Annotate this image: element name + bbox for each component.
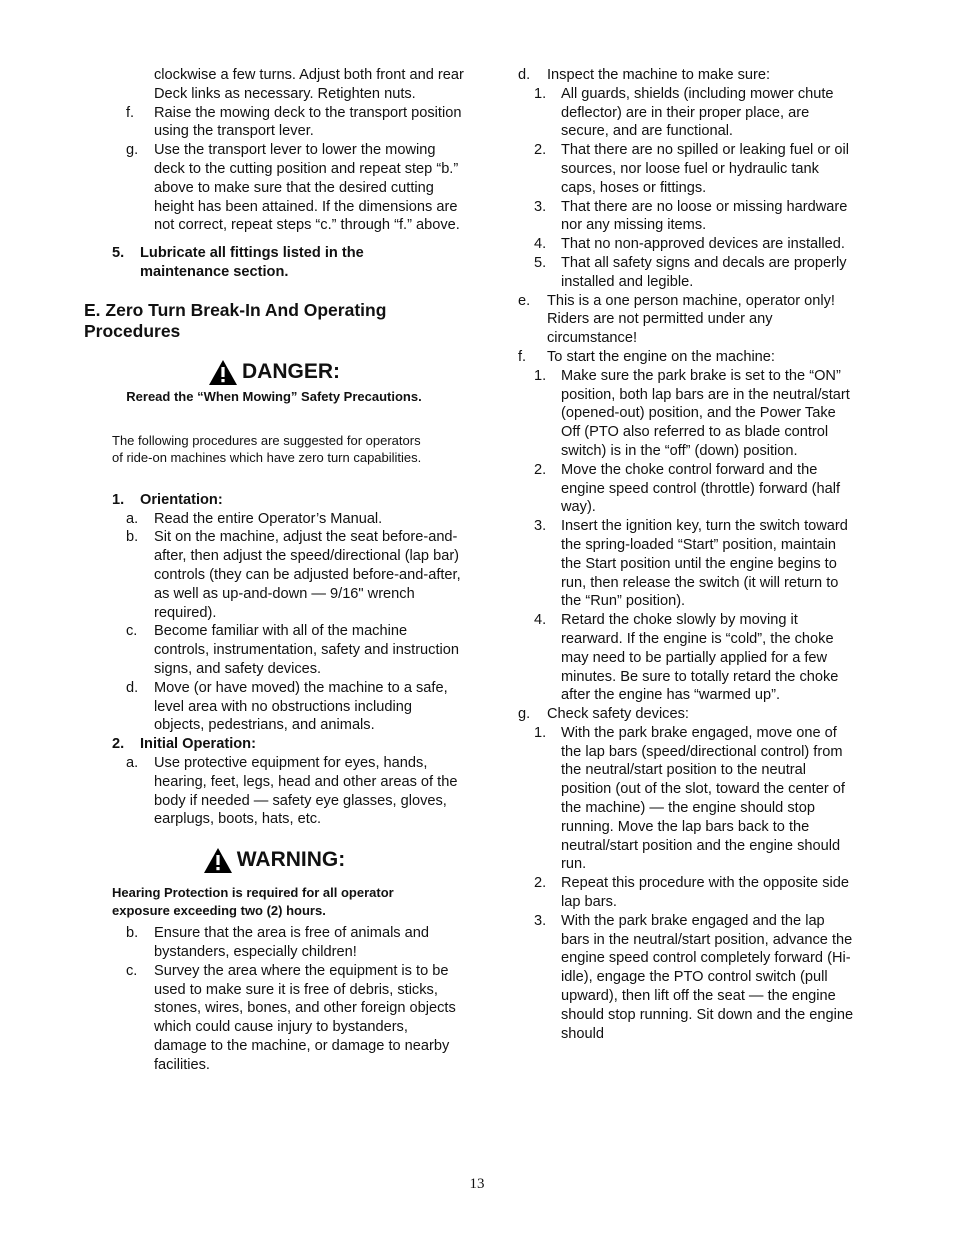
list-item — [514, 198, 854, 236]
list-item-label: c. — [126, 962, 138, 979]
list-item — [514, 724, 854, 874]
safety-check-list — [514, 724, 854, 1044]
list-item-label: b. — [126, 925, 139, 942]
list-item-label: c. — [126, 623, 138, 640]
intro-text: The following procedures are suggested for operators of ride-on machines which have zero turn capabilities. — [112, 432, 422, 465]
list-item-text: Make sure the park brake is set to the “ON” position, both lap bars are in the neutral/start (opened-out) position, and the Power Take Off (PTO also referred to as blade control switch) is in the “off” (down) position. — [561, 367, 850, 459]
initial-operation-list-continued — [84, 924, 464, 1074]
list-item — [514, 254, 854, 292]
list-item-text: Use protective equipment for eyes, hands, hearing, feet, legs, head and other areas of the body if needed — safety eye glasses, gloves, earplugs, boots, hats, etc. — [154, 754, 458, 828]
list-item — [514, 85, 854, 141]
list-item — [514, 874, 854, 912]
danger-heading — [84, 359, 464, 386]
initial-operation-label: 2. — [112, 736, 125, 753]
list-item — [514, 141, 854, 197]
list-item-text: With the park brake engaged, move one of the lap bars (speed/directional control) from the neutral/start position to the neutral position (out of the slot, toward the center of the machine) — the engine should stop running. Move the lap bars back to the neutral/start position and the engine should run. — [561, 724, 845, 873]
step-d-text: Inspect the machine to make sure: — [547, 67, 771, 83]
left-column — [84, 66, 464, 1074]
step-e-text: This is a one person machine, operator only! Riders are not permitted under any circumstance! — [547, 292, 835, 347]
list-item-text: All guards, shields (including mower chute deflector) are in their proper place, are secure, and are functional. — [561, 85, 834, 140]
list-item-label: 1. — [534, 724, 547, 741]
step-g-text: Use the transport lever to lower the mowing deck to the cutting position and repeat step “b.” above to make sure that the desired cutting height has been attained. If the dimensions are not correct, repeat steps “c.” through “f.” above. — [154, 142, 460, 234]
warning-text: Hearing Protection is required for all operator exposure exceeding two (2) hours. — [112, 885, 394, 919]
step-f-text: Raise the mowing deck to the transport position using the transport lever. — [154, 104, 462, 140]
step-d — [514, 66, 854, 85]
list-item-label: b. — [126, 529, 139, 546]
initial-operation-heading — [84, 735, 464, 754]
list-item — [84, 962, 464, 1075]
step-e — [514, 292, 854, 348]
orientation-title: Orientation: — [140, 491, 223, 508]
list-item-label: 3. — [534, 198, 547, 215]
list-item — [84, 679, 464, 735]
orientation-heading — [84, 491, 464, 510]
list-item-text: That all safety signs and decals are properly installed and legible. — [561, 254, 847, 290]
step-5-label: 5. — [112, 245, 125, 262]
list-item — [514, 367, 854, 461]
engine-start-list — [514, 367, 854, 705]
list-item-label: d. — [126, 679, 139, 696]
list-item-text: That no non-approved devices are installed. — [561, 236, 845, 253]
list-item-text: Move the choke control forward and the engine speed control (throttle) forward (half way). — [561, 461, 841, 516]
warning-heading — [84, 847, 464, 874]
list-item-label: 4. — [534, 236, 547, 253]
step-b-continuation — [84, 66, 464, 104]
list-item-label: 1. — [534, 367, 547, 384]
list-item-text: Read the entire Operator’s Manual. — [154, 510, 383, 527]
list-item — [84, 510, 464, 529]
step-b-continuation-text: clockwise a few turns. Adjust both front and rear Deck links as necessary. Retighten nuts. — [154, 67, 464, 102]
step-f-right — [514, 348, 854, 367]
step-f — [84, 104, 464, 142]
list-item — [514, 235, 854, 254]
step-g — [84, 141, 464, 235]
list-item-text: Repeat this procedure with the opposite side lap bars. — [561, 875, 849, 911]
list-item-text: Survey the area where the equipment is to be used to make sure it is free of debris, sticks, stones, wires, bones, and other foreign objects which could cause injury to bystanders, damage to the machine, or damage to nearby facilities. — [154, 962, 456, 1073]
list-item-label: 2. — [534, 142, 547, 159]
right-column — [514, 66, 854, 1043]
list-item-label: 4. — [534, 612, 547, 629]
list-item-text: That there are no spilled or leaking fuel or oil sources, nor loose fuel or hydraulic tank caps, hoses or fittings. — [561, 142, 849, 196]
danger-title: DANGER: — [242, 359, 340, 383]
step-g-label: g. — [126, 142, 139, 159]
list-item-text: Insert the ignition key, turn the switch toward the spring-loaded “Start” position, maintain the Start position until the engine begins to run, then release the switch (it will return to the “Run” position). — [561, 518, 848, 610]
initial-operation-title: Initial Operation: — [140, 736, 256, 753]
list-item-text: That there are no loose or missing hardware nor any missing items. — [561, 198, 848, 234]
list-item-text: Retard the choke slowly by moving it rearward. If the engine is “cold”, the choke may need to be partially applied for a few minutes. Be sure to totally retard the choke after the engine has “warmed up”. — [561, 612, 839, 704]
list-item — [514, 912, 854, 1044]
list-item — [84, 622, 464, 678]
list-item-text: Move (or have moved) the machine to a safe, level area with no obstructions including objects, pedestrians, and animals. — [154, 679, 448, 734]
list-item — [84, 924, 464, 962]
step-d-label: d. — [518, 67, 531, 83]
step-5-text: Lubricate all fittings listed in the maintenance section. — [140, 245, 364, 280]
step-g-right-label: g. — [518, 706, 531, 723]
list-item-text: Ensure that the area is free of animals and bystanders, especially children! — [154, 925, 430, 960]
step-g-right-text: Check safety devices: — [547, 706, 689, 723]
list-item-label: a. — [126, 510, 139, 527]
list-item — [84, 754, 464, 829]
orientation-list — [84, 510, 464, 736]
warning-title: WARNING: — [236, 848, 346, 872]
list-item — [84, 528, 464, 622]
step-f-right-text: To start the engine on the machine: — [547, 348, 775, 365]
step-e-label: e. — [518, 292, 531, 309]
list-item-label: 2. — [534, 875, 547, 892]
danger-text: Reread the “When Mowing” Safety Precautions. — [126, 388, 422, 404]
list-item — [514, 461, 854, 517]
list-item-text: Sit on the machine, adjust the seat before-and-after, then adjust the speed/directional (lap bar) controls (they can be adjusted before-and-after, as well as up-and-down — 9/16" wrench required). — [154, 529, 461, 621]
list-item-label: 5. — [534, 254, 547, 271]
step-f-right-label: f. — [518, 348, 527, 365]
initial-operation-list — [84, 754, 464, 829]
list-item — [514, 517, 854, 611]
inspection-list — [514, 85, 854, 292]
list-item-label: a. — [126, 754, 139, 771]
list-item-label: 1. — [534, 85, 547, 102]
list-item — [514, 611, 854, 705]
list-item-label: 2. — [534, 461, 547, 478]
list-item-label: 3. — [534, 912, 547, 929]
orientation-label: 1. — [112, 491, 125, 508]
section-title: E. Zero Turn Break-In And Operating Procedures — [84, 299, 387, 341]
page-number: 13 — [469, 1176, 485, 1192]
warning-triangle-icon — [208, 359, 238, 386]
step-5 — [84, 244, 440, 282]
step-f-label: f. — [126, 104, 135, 121]
list-item-text: With the park brake engaged and the lap bars in the neutral/start position, advance the engine speed control completely forward (Hi-idle), engage the PTO control switch (pull upward), then lift off the seat — the engine should stop running. Sit down and the engine should — [561, 912, 854, 1042]
list-item-label: 3. — [534, 518, 547, 535]
warning-triangle-icon — [203, 847, 233, 874]
list-item-text: Become familiar with all of the machine controls, instrumentation, safety and instruction signs, and safety devices. — [154, 623, 460, 677]
step-g-right — [514, 705, 854, 724]
